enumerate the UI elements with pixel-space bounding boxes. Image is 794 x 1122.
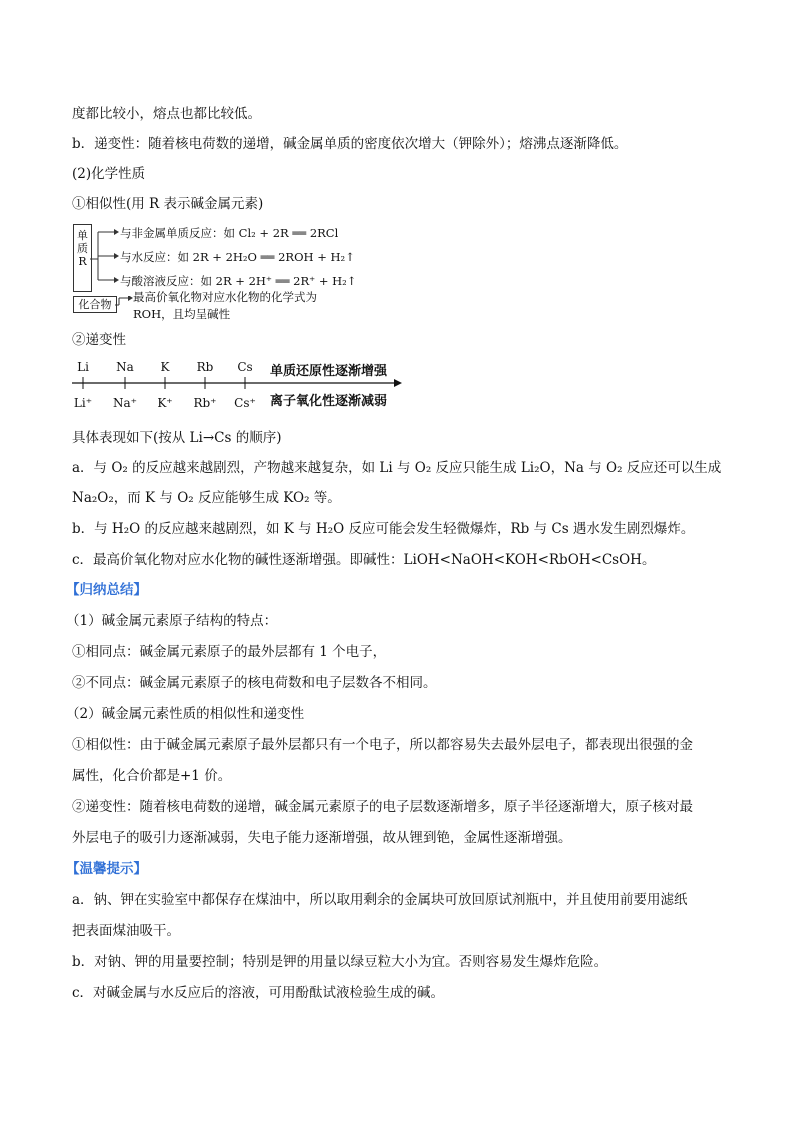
summary-1b: ②不同点：碱金属元素原子的核电荷数和电子层数各不相同。 — [72, 675, 437, 691]
summary-2: （2）碱金属元素性质的相似性和递变性 — [66, 706, 305, 722]
point-b: b．与 H₂O 的反应越来越剧烈，如 K 与 H₂O 反应可能会发生轻微爆炸，Rb 与 Cs 遇水发生剧烈爆炸。 — [72, 521, 695, 537]
summary-2b-line-2: 外层电子的吸引力逐渐减弱，失电子能力逐渐增强，故从锂到铯，金属性逐渐增强。 — [72, 830, 572, 846]
chem-title: (2)化学性质 — [72, 166, 146, 182]
compound-box: 化合物 — [73, 296, 117, 313]
gradient-b-line: b．递变性：随着核电荷数的递增，碱金属单质的密度依次增大（钾除外）；熔沸点逐渐降低。 — [72, 136, 628, 152]
summary-2a-line-1: ①相似性：由于碱金属元素原子最外层都只有一个电子，所以都容易失去最外层电子，都表现出很强的金 — [72, 737, 693, 753]
compound-text-2: ROH，且均呈碱性 — [133, 307, 231, 321]
seq-element-rb: Rb — [196, 360, 214, 374]
similarity-title: ①相似性(用 R 表示碱金属元素) — [72, 196, 264, 212]
reaction-nonmetal: 与非金属单质反应：如 Cl₂ + 2R ══ 2RCl — [120, 226, 339, 240]
summary-heading: 【归纳总结】 — [66, 582, 147, 598]
seq-ion-rb: Rb⁺ — [193, 396, 217, 410]
seq-ion-na: Na⁺ — [113, 396, 137, 410]
compound-arrow — [115, 296, 135, 316]
summary-2b-line-1: ②递变性：随着核电荷数的递增，碱金属元素原子的电子层数逐渐增多，原子半径逐渐增大，原子核对最 — [72, 799, 693, 815]
intro-line: 度都比较小，熔点也都比较低。 — [72, 106, 261, 122]
seq-element-k: K — [160, 360, 170, 374]
tip-b: b．对钠、钾的用量要控制；特别是钾的用量以绿豆粒大小为宜。否则容易发生爆炸危险。 — [72, 954, 608, 970]
tip-a-line-1: a．钠、钾在实验室中都保存在煤油中，所以取用剩余的金属块可放回原试剂瓶中，并且使用前要用滤纸 — [72, 892, 688, 908]
reaction-water: 与水反应：如 2R + 2H₂O ══ 2ROH + H₂↑ — [120, 250, 355, 264]
diagram-bracket — [90, 224, 120, 290]
gradient-title: ②递变性 — [72, 332, 126, 348]
seq-element-cs: Cs — [237, 360, 253, 374]
seq-element-na: Na — [116, 360, 134, 374]
seq-ion-li: Li⁺ — [73, 396, 93, 410]
summary-1: （1）碱金属元素原子结构的特点： — [66, 613, 278, 629]
summary-1a: ①相同点：碱金属元素原子的最外层都有 1 个电子， — [72, 644, 387, 660]
tips-heading: 【温馨提示】 — [66, 861, 147, 877]
element-box: 单 质 R — [73, 224, 92, 292]
sequence-arrow — [72, 375, 404, 391]
point-c: c．最高价氧化物对应水化物的碱性逐渐增强。即碱性：LiOH<NaOH<KOH<RbOH<CsOH。 — [72, 552, 656, 568]
reaction-acid: 与酸溶液反应：如 2R + 2H⁺ ══ 2R⁺ + H₂↑ — [120, 274, 357, 288]
point-a-line-1: a．与 O₂ 的反应越来越剧烈，产物越来越复杂，如 Li 与 O₂ 反应只能生成 Li₂O，Na 与 O₂ 反应还可以生成 — [72, 460, 722, 476]
reduction-label: 单质还原性逐渐增强 — [270, 364, 388, 379]
oxidation-label: 离子氧化性逐渐减弱 — [270, 394, 388, 409]
seq-ion-cs: Cs⁺ — [234, 396, 256, 410]
specific-title: 具体表现如下(按从 Li→Cs 的顺序) — [72, 430, 282, 446]
seq-element-li: Li — [77, 360, 89, 374]
tip-c: c．对碱金属与水反应后的溶液，可用酚酞试液检验生成的碱。 — [72, 985, 445, 1001]
summary-2a-line-2: 属性，化合价都是+1 价。 — [72, 768, 232, 784]
compound-text-1: 最高价氧化物对应水化物的化学式为 — [133, 290, 317, 304]
seq-ion-k: K⁺ — [157, 396, 173, 410]
tip-a-line-2: 把表面煤油吸干。 — [72, 923, 180, 939]
point-a-line-2: Na₂O₂，而 K 与 O₂ 反应能够生成 KO₂ 等。 — [72, 490, 341, 506]
